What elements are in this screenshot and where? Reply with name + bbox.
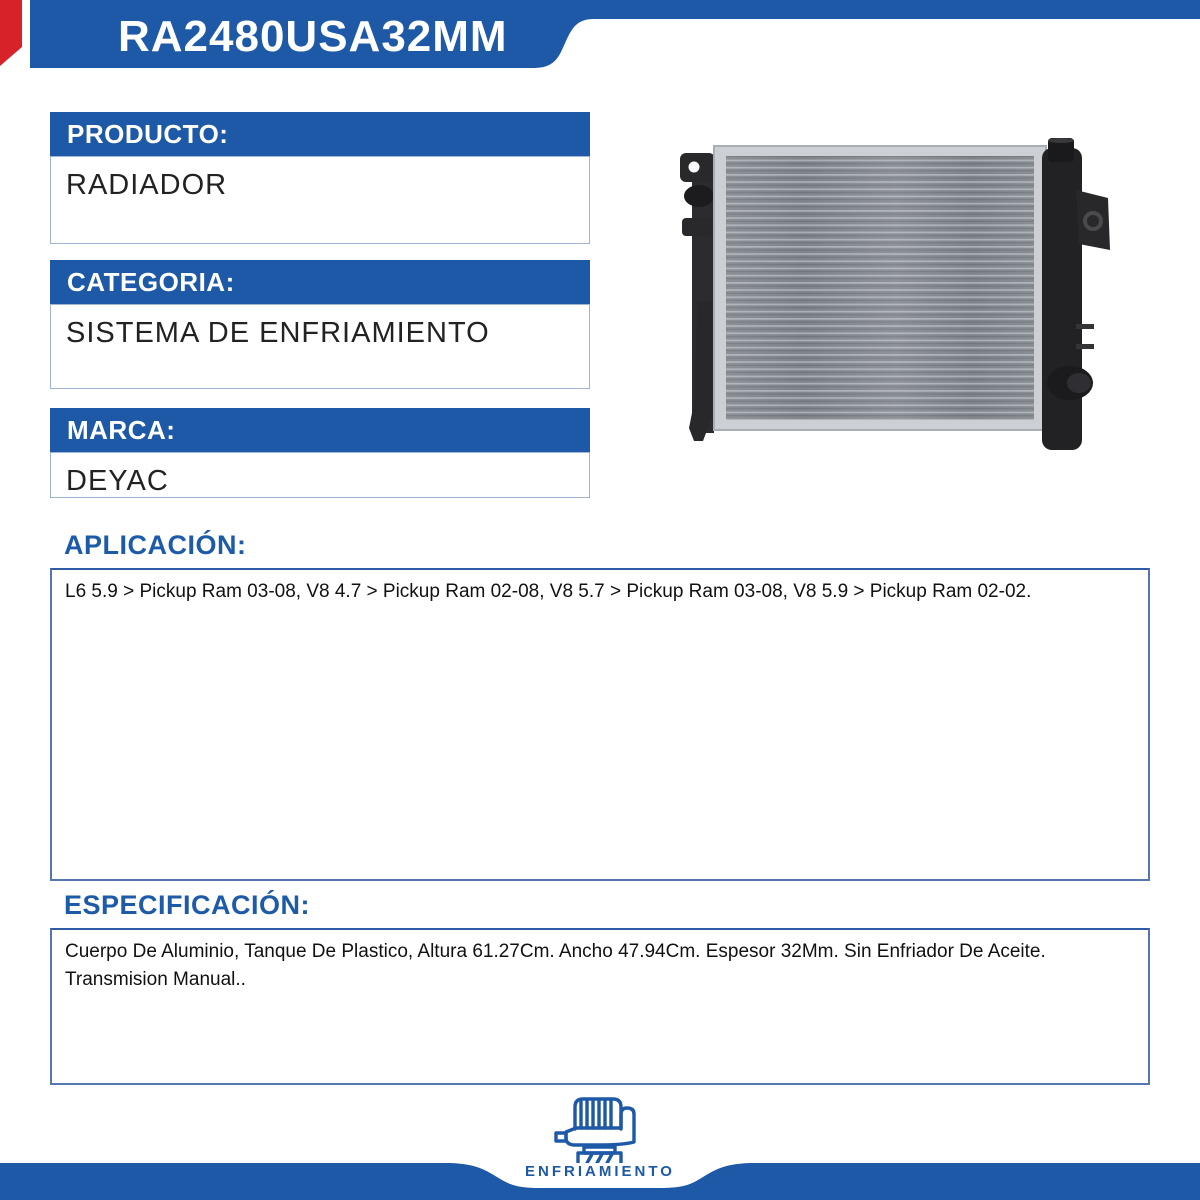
footer-category-label: ENFRIAMIENTO <box>525 1163 675 1180</box>
radiator-left-bracket <box>680 153 715 441</box>
especificacion-title: ESPECIFICACIÓN: <box>64 890 311 920</box>
part-number: RA2480USA32MM <box>118 12 508 61</box>
aplicacion-box <box>50 568 1150 881</box>
especificacion-box <box>50 928 1150 1085</box>
especificacion-text: Cuerpo De Aluminio, Tanque De Plastico, Altura 61.27Cm. Ancho 47.94Cm. Espesor 32Mm. Sin Enfriador De Aceite. Transmision Manual.. <box>65 941 1046 990</box>
red-accent <box>0 0 22 66</box>
marca-label: MARCA: <box>50 408 590 452</box>
categoria-label: CATEGORIA: <box>50 260 590 304</box>
radiator-right-tank <box>1042 138 1110 450</box>
producto-label: PRODUCTO: <box>50 112 590 156</box>
producto-value: RADIADOR <box>50 156 590 244</box>
product-image-radiator <box>672 138 1117 468</box>
enfriamiento-icon <box>549 1090 651 1164</box>
aplicacion-text: L6 5.9 > Pickup Ram 03-08, V8 4.7 > Pickup Ram 02-08, V8 5.7 > Pickup Ram 03-08, V8 5.9 > Pickup Ram 02-02. <box>65 581 1032 602</box>
marca-value: DEYAC <box>50 452 590 498</box>
aplicacion-title: APLICACIÓN: <box>64 530 247 560</box>
categoria-value: SISTEMA DE ENFRIAMIENTO <box>50 304 590 389</box>
